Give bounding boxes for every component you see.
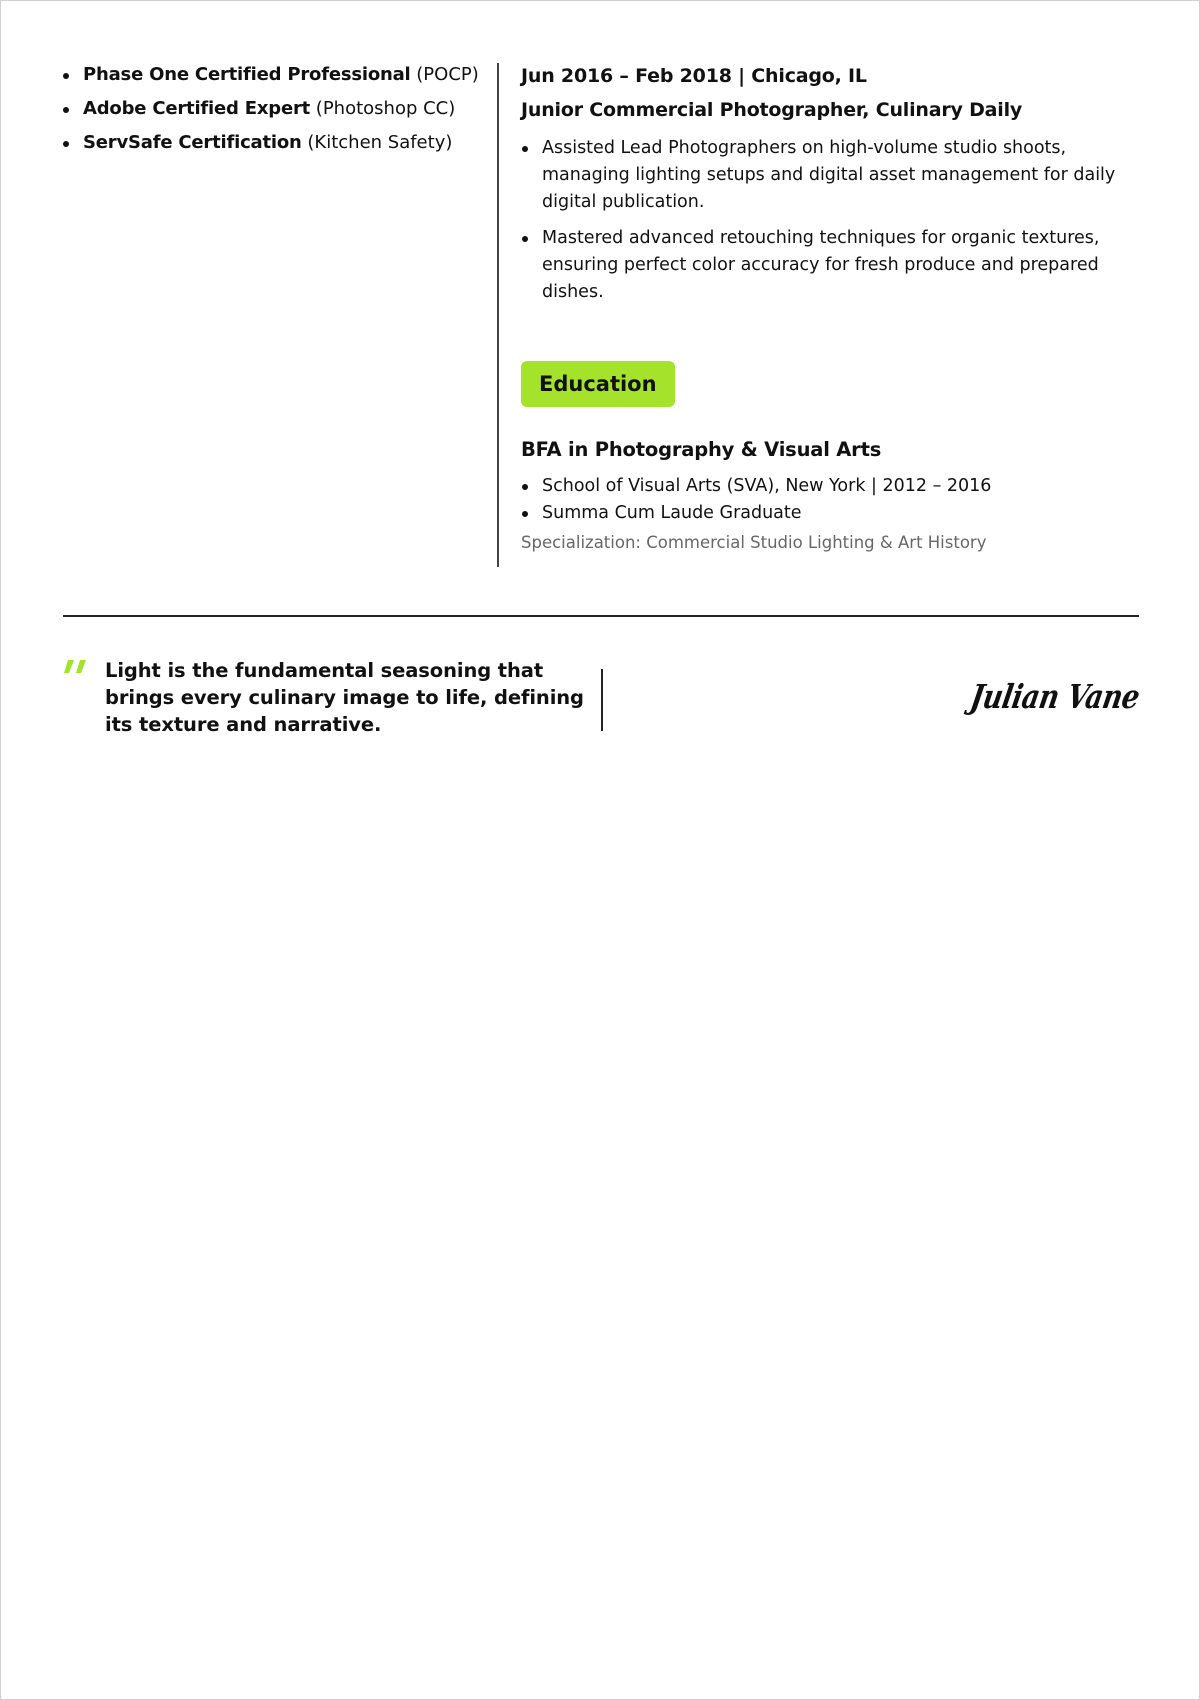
bullet-icon bbox=[522, 484, 528, 490]
certification-name: Adobe Certified Expert bbox=[83, 98, 311, 119]
education-heading: Education bbox=[521, 361, 675, 407]
job-bullet bbox=[521, 225, 1141, 306]
signature: Julian Vane bbox=[967, 677, 1143, 716]
specialization-note: Specialization: Commercial Studio Lighting & Art History bbox=[521, 533, 987, 552]
education-bullet-text: Summa Cum Laude Graduate bbox=[542, 503, 802, 523]
bullet-icon bbox=[522, 511, 528, 517]
certification-detail: (POCP) bbox=[416, 64, 479, 85]
certifications-list bbox=[57, 63, 477, 155]
education-bullets bbox=[521, 473, 1141, 527]
section-divider bbox=[63, 615, 1139, 617]
bullet-icon bbox=[63, 107, 69, 113]
certification-detail: (Kitchen Safety) bbox=[307, 132, 453, 153]
job-bullets bbox=[521, 135, 1141, 306]
bullet-icon bbox=[522, 236, 528, 242]
quote-icon bbox=[63, 657, 89, 677]
certification-name: Phase One Certified Professional bbox=[83, 64, 411, 85]
bullet-icon bbox=[63, 73, 69, 79]
education-bullet-text: School of Visual Arts (SVA), New York | 2012 – 2016 bbox=[542, 476, 992, 496]
certification-name: ServSafe Certification bbox=[83, 132, 302, 153]
job-dates-location: Jun 2016 – Feb 2018 | Chicago, IL bbox=[521, 65, 867, 87]
column-divider bbox=[497, 63, 499, 567]
education-bullet bbox=[521, 473, 1141, 500]
certification-item bbox=[57, 97, 477, 121]
certification-detail: (Photoshop CC) bbox=[315, 98, 456, 119]
certification-item bbox=[57, 63, 477, 87]
job-bullet-text: Assisted Lead Photographers on high-volume studio shoots, managing lighting setups and digital asset management for daily digital publication. bbox=[542, 138, 1116, 212]
certifications-column bbox=[57, 63, 477, 165]
degree-title: BFA in Photography & Visual Arts bbox=[521, 438, 882, 461]
certification-item bbox=[57, 131, 477, 155]
job-bullet-text: Mastered advanced retouching techniques for organic textures, ensuring perfect color accuracy for fresh produce and prepared dishes. bbox=[542, 228, 1100, 302]
job-bullet bbox=[521, 135, 1141, 216]
top-section bbox=[1, 1, 1199, 571]
bullet-icon bbox=[63, 141, 69, 147]
education-bullet bbox=[521, 500, 1141, 527]
bullet-icon bbox=[522, 146, 528, 152]
quote-divider bbox=[601, 669, 603, 731]
main-column bbox=[521, 63, 1141, 555]
job-title: Junior Commercial Photographer, Culinary Daily bbox=[521, 99, 1023, 121]
quote-text: Light is the fundamental seasoning that brings every culinary image to life, defining its texture and narrative. bbox=[105, 659, 584, 736]
